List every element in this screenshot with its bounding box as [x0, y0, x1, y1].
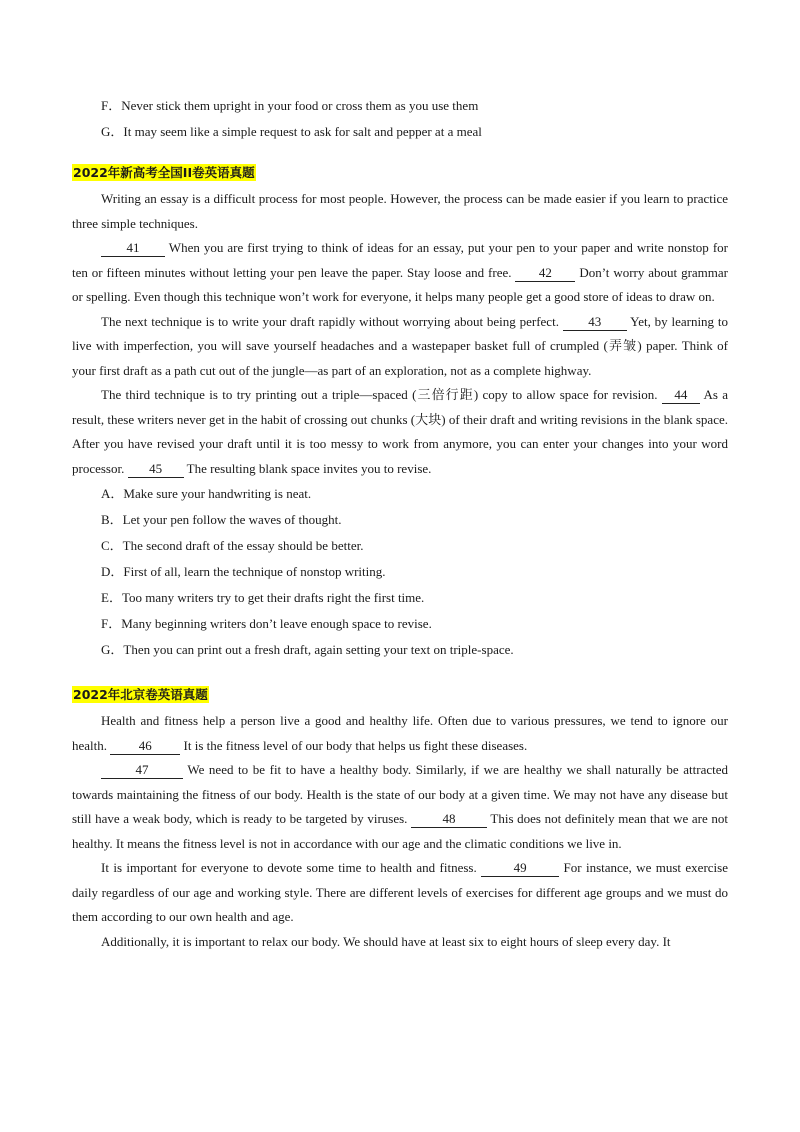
option-f: F．Many beginning writers don’t leave enough space to revise.	[101, 616, 432, 631]
section3-paragraph-1: Health and fitness help a person live a good and healthy life. Often due to various pressures, we tend to ignore our health. 46 It is the fitness level of our body that helps us fight these diseases.	[72, 713, 728, 753]
blank-41[interactable]: 41	[101, 240, 165, 257]
section2-heading: 2022年新高考全国II卷英语真题	[73, 165, 255, 180]
section2-paragraph-4: The third technique is to try printing out a triple—spaced (三倍行距) copy to allow space for revision. 44 As a result, these writers never get in the habit of crossing out chunks (大块) of their draft and writing revisions in the blank space. After you have revised your draft until it is too messy to work from anymore, you can enter your changes into your word processor. 45 The resulting blank space invites you to revise.	[72, 387, 729, 476]
section3-paragraph-3: It is important for everyone to devote some time to health and fitness. 49 For instance, we must exercise daily regardless of our age and working style. There are different levels of exercises for different age groups and we must do them according to our own health and age.	[72, 860, 728, 924]
blank-46[interactable]: 46	[110, 738, 180, 755]
option-a: A．Make sure your handwriting is neat.	[101, 486, 312, 501]
option-f: F．Never stick them upright in your food or cross them as you use them	[101, 98, 479, 113]
section2-paragraph-2: 41 When you are first trying to think of ideas for an essay, put your pen to your paper and write nonstop for ten or fifteen minutes without letting your pen leave the paper. Stay loose and free. 42 Don’t worry about grammar or spelling. Even though this technique won’t work for everyone, it helps many people get a good store of ideas to draw on.	[72, 240, 728, 304]
section2-paragraph-1: Writing an essay is a difficult process for most people. However, the process can be made easier if you learn to practice three simple techniques.	[72, 191, 728, 231]
page-content	[72, 93, 728, 954]
blank-45[interactable]: 45	[128, 461, 184, 478]
section3-paragraph-2: 47 We need to be fit to have a healthy body. Similarly, if we are healthy we shall naturally be attracted towards maintaining the fitness of our body. Health is the state of our body at a given time. We may not have any disease but still have a weak body, which is ready to be targeted by viruses. 48 This does not definitely mean that we are not healthy. It means the fitness level is not in accordance with our age and the climatic conditions we live in.	[72, 762, 728, 851]
blank-42[interactable]: 42	[515, 265, 575, 282]
blank-44[interactable]: 44	[662, 387, 700, 404]
section3-paragraph-4: Additionally, it is important to relax our body. We should have at least six to eight hours of sleep every day. It	[101, 933, 671, 949]
option-g: G．Then you can print out a fresh draft, again setting your text on triple-space.	[101, 642, 514, 657]
section2-paragraph-3: The next technique is to write your draft rapidly without worrying about being perfect. 43 Yet, by learning to live with imperfection, you will save yourself headaches and a wastepaper basket full of crumpled (弄皱) paper. Think of your first draft as a path cut out of the jungle—as part of an exploration, not as a complete highway.	[72, 313, 728, 378]
blank-43[interactable]: 43	[563, 314, 627, 331]
blank-48[interactable]: 48	[411, 811, 487, 828]
section2-options	[72, 481, 728, 663]
blank-47[interactable]: 47	[101, 762, 183, 779]
option-d: D．First of all, learn the technique of nonstop writing.	[101, 564, 386, 579]
option-b: B．Let your pen follow the waves of thought.	[101, 512, 342, 527]
option-g: G．It may seem like a simple request to ask for salt and pepper at a meal	[101, 124, 482, 139]
section3-heading: 2022年北京卷英语真题	[73, 687, 208, 702]
section1-options	[72, 93, 728, 145]
option-e: E．Too many writers try to get their drafts right the first time.	[101, 590, 425, 605]
blank-49[interactable]: 49	[481, 860, 559, 877]
option-c: C．The second draft of the essay should be better.	[101, 538, 364, 553]
